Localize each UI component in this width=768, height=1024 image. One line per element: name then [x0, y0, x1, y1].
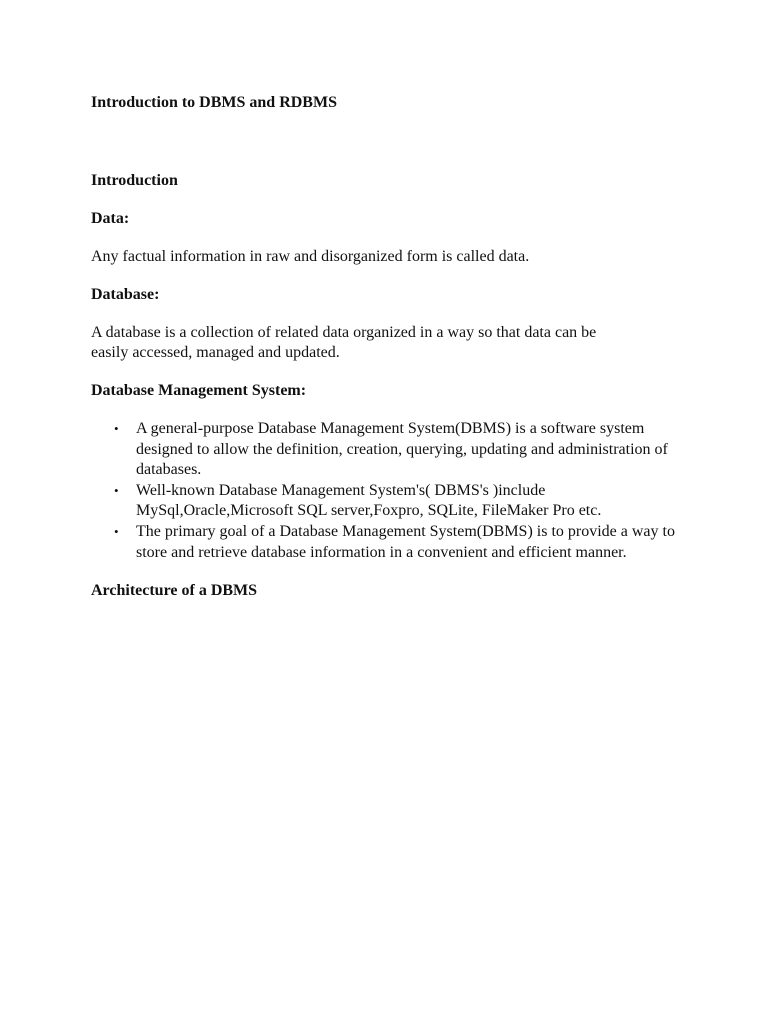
dbms-bullet-item: • A general-purpose Database Management System(DBMS) is a software system designed to allow the definition, creation, querying, updating and administration of databases.	[136, 419, 698, 481]
paragraph-data-definition: Any factual information in raw and disorganized form is called data.	[91, 248, 530, 265]
dbms-bullet-item: • Well-known Database Management System's( DBMS's )include MySql,Oracle,Microsoft SQL server,Foxpro, SQLite, FileMaker Pro etc.	[136, 481, 656, 522]
heading-data: Data:	[91, 210, 130, 227]
document-title: Introduction to DBMS and RDBMS	[91, 94, 337, 111]
heading-architecture: Architecture of a DBMS	[91, 582, 258, 600]
heading-dbms: Database Management System:	[91, 382, 307, 399]
dbms-bullet-list	[91, 419, 698, 563]
heading-database: Database:	[91, 286, 160, 303]
dbms-bullet-item: • The primary goal of a Database Management System(DBMS) is to provide a way to store and retrieve database information in a convenient and efficient manner.	[136, 522, 698, 563]
section-heading-introduction: Introduction	[91, 172, 178, 189]
paragraph-database-definition: A database is a collection of related data organized in a way so that data can be easily accessed, managed and updated.	[91, 324, 597, 361]
